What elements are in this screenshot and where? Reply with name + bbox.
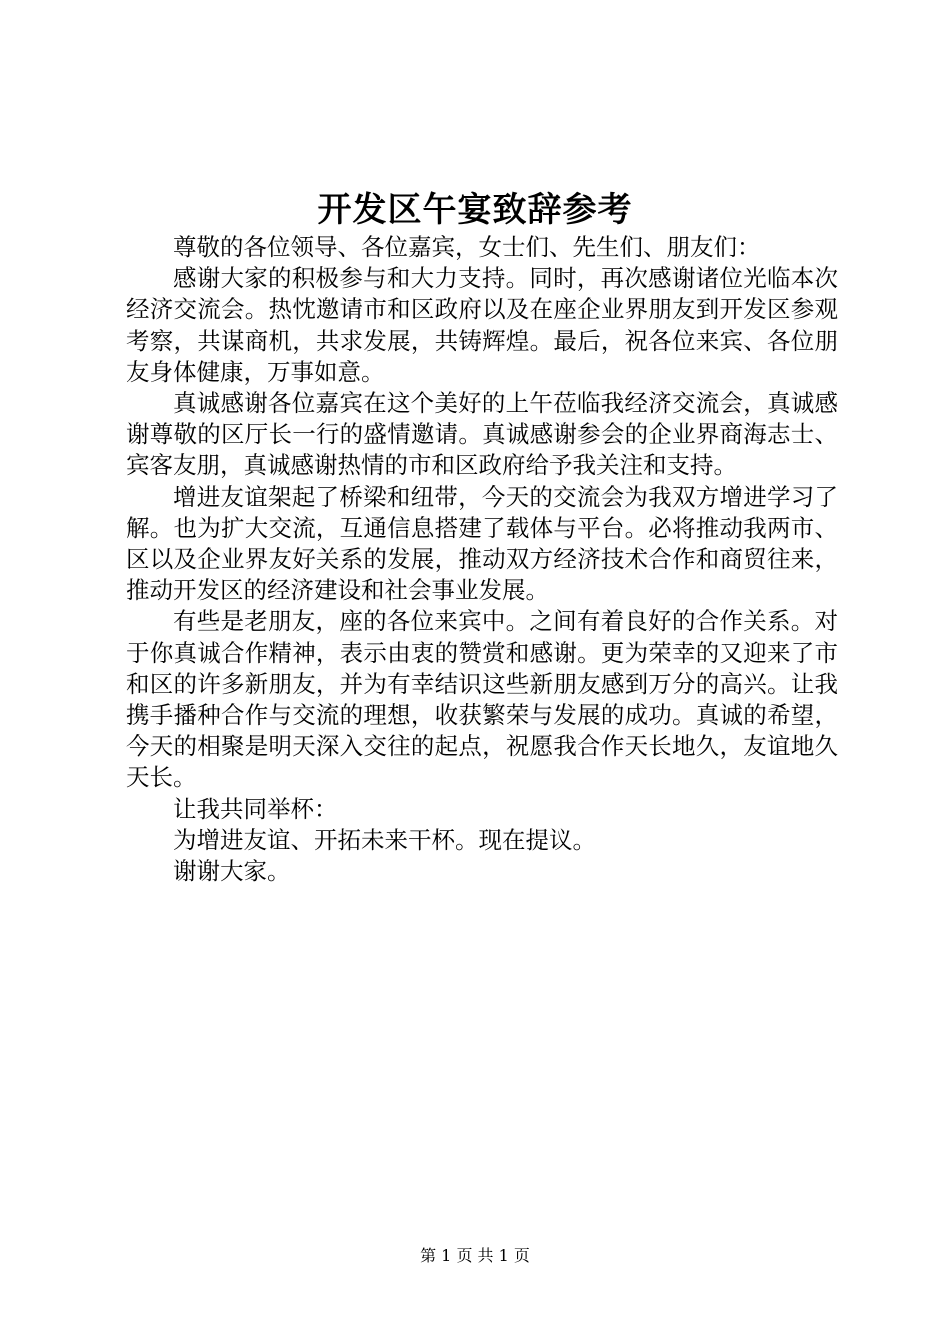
- paragraph-gratitude: 真诚感谢各位嘉宾在这个美好的上午莅临我经济交流会，真诚感谢尊敬的区厅长一行的盛情邀请。真诚感谢参会的企业界商海志士、宾客友朋，真诚感谢热情的市和区政府给予我关注和支持。: [126, 389, 838, 480]
- page-number-footer: 第 1 页 共 1 页: [420, 1246, 530, 1265]
- paragraph-friendship: 增进友谊架起了桥梁和纽带，今天的交流会为我双方增进学习了解。也为扩大交流，互通信息搭建了载体与平台。必将推动我两市、区以及企业界友好关系的发展，推动双方经济技术合作和商贸往来，推动开发区的经济建设和社会事业发展。: [126, 482, 838, 605]
- document-body: [126, 232, 838, 887]
- paragraph-cooperation: 有些是老朋友，座的各位来宾中。之间有着良好的合作关系。对于你真诚合作精神，表示由衷的赞赏和感谢。更为荣幸的又迎来了市和区的许多新朋友，并为有幸结识这些新朋友感到万分的高兴。让我携手播种合作与交流的理想，收获繁荣与发展的成功。真诚的希望，今天的相聚是明天深入交往的起点，祝愿我合作天长地久，友谊地久天长。: [126, 607, 838, 792]
- paragraph-salutation: 尊敬的各位领导、各位嘉宾，女士们、先生们、朋友们：: [173, 233, 761, 261]
- document-title: 开发区午宴致辞参考: [317, 190, 633, 230]
- paragraph-thanks: 感谢大家的积极参与和大力支持。同时，再次感谢诸位光临本次经济交流会。热忱邀请市和区政府以及在座企业界朋友到开发区参观考察，共谋商机，共求发展，共铸辉煌。最后，祝各位来宾、各位朋友身体健康，万事如意。: [126, 264, 838, 386]
- paragraph-closing: 谢谢大家。: [173, 857, 291, 886]
- paragraph-toast: 为增进友谊、开拓未来干杯。现在提议。: [173, 825, 596, 854]
- paragraph-toast-intro: 让我共同举杯：: [173, 794, 338, 823]
